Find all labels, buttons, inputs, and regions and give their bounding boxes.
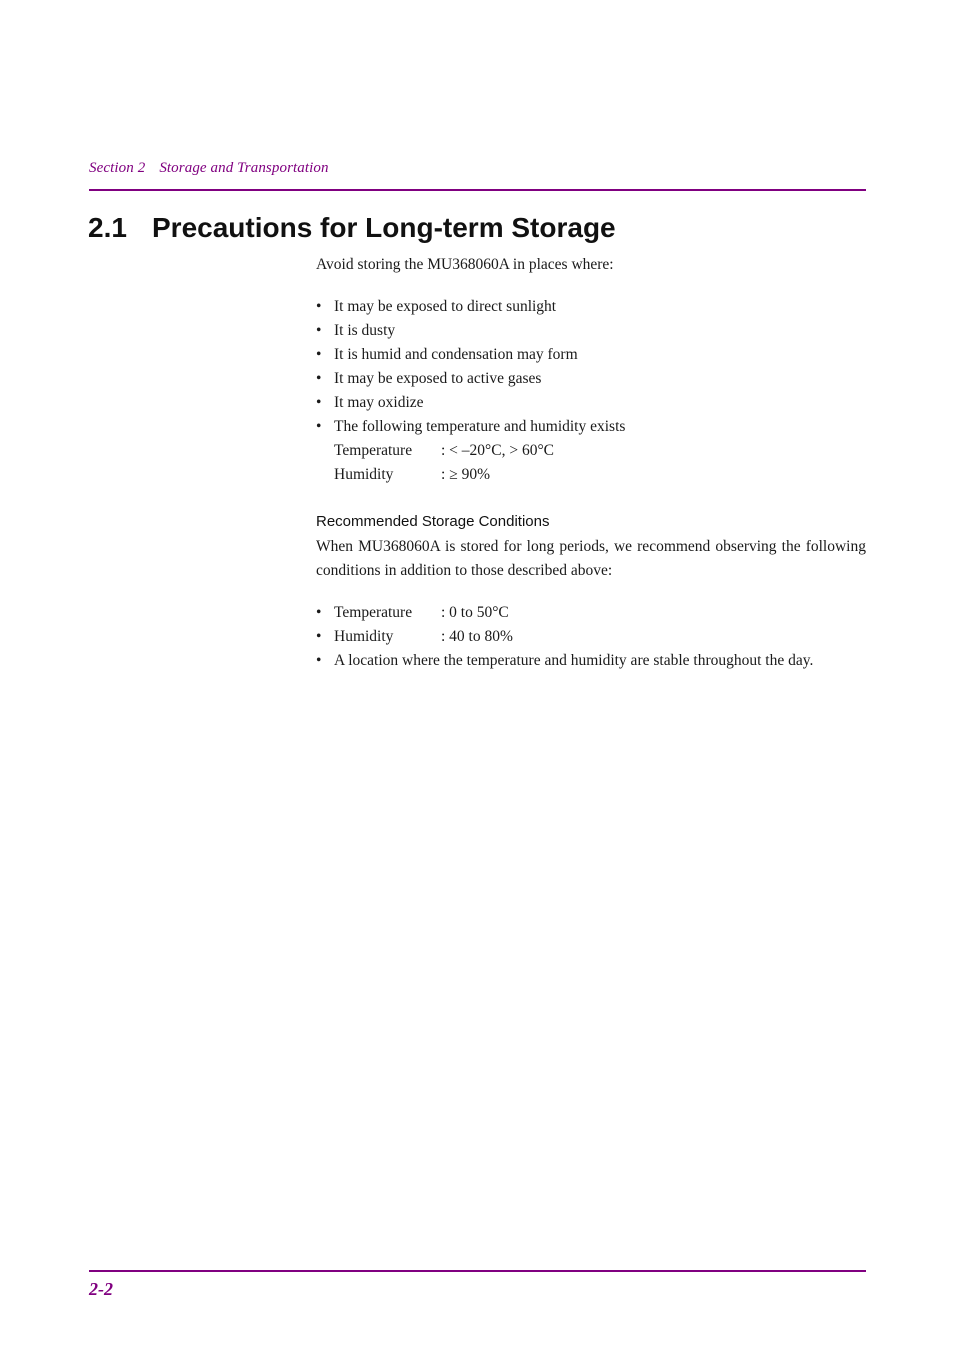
bullet-icon: • <box>316 370 322 387</box>
bullet-icon: • <box>316 652 322 669</box>
list-item: • It may be exposed to direct sunlight <box>316 295 866 319</box>
condition-value: : 0 to 50°C <box>441 604 509 621</box>
list-item: • It may be exposed to active gases <box>316 367 866 391</box>
condition-label: Temperature <box>334 604 413 621</box>
avoid-list-block <box>316 295 866 487</box>
bullet-icon: • <box>316 322 322 339</box>
header-section-number: Section 2 <box>89 160 146 176</box>
header-section-title: Storage and Transportation <box>159 160 329 176</box>
section-heading-number: 2.1 <box>88 212 127 243</box>
bullet-icon: • <box>316 418 322 435</box>
condition-value: : < –20°C, > 60°C <box>441 442 554 459</box>
page-number: 2-2 <box>89 1279 113 1299</box>
footer-rule <box>89 1270 866 1272</box>
list-item: • It is humid and condensation may form <box>316 343 866 367</box>
condition-value: : ≥ 90% <box>441 466 490 483</box>
recommended-list <box>316 601 866 673</box>
list-item-text: A location where the temperature and humidity are stable throughout the day. <box>334 652 814 669</box>
recommended-list-block <box>316 601 866 673</box>
intro-paragraph: Avoid storing the MU368060A in places where: <box>316 256 614 273</box>
avoid-humidity-row <box>316 463 866 487</box>
condition-label: Humidity <box>334 466 394 483</box>
bullet-icon: • <box>316 346 322 363</box>
running-header <box>89 160 329 177</box>
list-item <box>316 601 866 625</box>
avoid-temperature-row <box>316 439 866 463</box>
bullet-icon: • <box>316 628 322 645</box>
recommended-subheading: Recommended Storage Conditions <box>316 513 550 530</box>
list-item <box>316 649 866 673</box>
bullet-icon: • <box>316 604 322 621</box>
list-item <box>316 625 866 649</box>
list-item: • It may oxidize <box>316 391 866 415</box>
list-item: • It is dusty <box>316 319 866 343</box>
header-rule <box>89 189 866 191</box>
recommended-paragraph: When MU368060A is stored for long periods, we recommend observing the following conditions in addition to those described above: <box>316 538 866 579</box>
condition-value: : 40 to 80% <box>441 628 513 645</box>
condition-label: Temperature <box>334 442 413 459</box>
avoid-list <box>316 295 866 439</box>
list-item: • The following temperature and humidity exists <box>316 415 866 439</box>
section-heading <box>88 212 616 244</box>
section-heading-title: Precautions for Long-term Storage <box>152 212 616 243</box>
bullet-icon: • <box>316 298 322 315</box>
bullet-icon: • <box>316 394 322 411</box>
condition-label: Humidity <box>334 628 394 645</box>
